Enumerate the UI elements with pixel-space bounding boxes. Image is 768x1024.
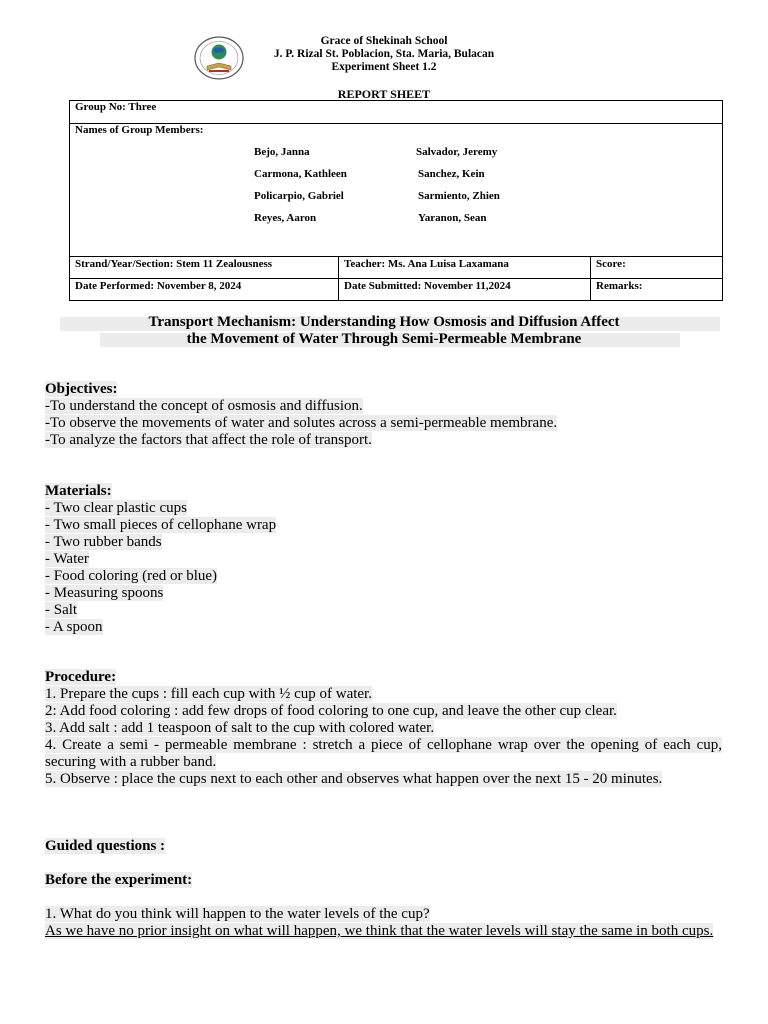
date-performed: Date Performed: November 8, 2024	[75, 280, 242, 292]
member-name: Salvador, Jeremy	[416, 146, 498, 158]
procedure-section	[45, 669, 722, 788]
material-item: - Two small pieces of cellophane wrap	[45, 517, 277, 533]
school-header	[0, 35, 768, 74]
before-experiment-section	[45, 872, 722, 889]
procedure-step: 4. Create a semi - permeable membrane : stretch a piece of cellophane wrap over the opening of each cup, securing with a rubber band.	[45, 737, 722, 770]
report-title: REPORT SHEET	[337, 87, 431, 101]
material-item: - Salt	[45, 602, 78, 618]
procedure-heading: Procedure:	[45, 669, 117, 685]
guided-questions-section	[45, 838, 722, 855]
materials-heading: Materials:	[45, 483, 112, 499]
material-item: - Food coloring (red or blue)	[45, 568, 218, 584]
procedure-step: 2: Add food coloring : add few drops of food coloring to one cup, and leave the other cup clear.	[45, 703, 617, 719]
topic-line-2: the Movement of Water Through Semi-Permeable Membrane	[186, 331, 582, 347]
member-name: Bejo, Janna	[254, 146, 310, 158]
procedure-step: 1. Prepare the cups : fill each cup with ½ cup of water.	[45, 686, 372, 702]
material-item: - Water	[45, 551, 89, 567]
strand-section: Strand/Year/Section: Stem 11 Zealousness	[75, 258, 273, 270]
strand-teacher-row	[70, 256, 722, 279]
teacher: Teacher: Ms. Ana Luisa Laxamana	[338, 257, 590, 278]
experiment-topic-title	[0, 314, 768, 348]
school-address: J. P. Rizal St. Poblacion, Sta. Maria, Bulacan	[273, 48, 495, 60]
question-block	[45, 906, 722, 940]
score-label: Score:	[590, 257, 724, 278]
dates-row	[70, 279, 722, 301]
group-row	[70, 101, 722, 124]
answer-1: As we have no prior insight on what will happen, we think that the water levels will stay the same in both cups.	[45, 923, 714, 939]
procedure-step: 5. Observe : place the cups next to each other and observes what happen over the next 15 - 20 minutes.	[45, 771, 663, 787]
names-label: Names of Group Members:	[75, 124, 204, 136]
guided-questions-heading: Guided questions :	[45, 838, 166, 854]
objective-item: -To understand the concept of osmosis and diffusion.	[45, 398, 363, 414]
experiment-sheet-label: Experiment Sheet 1.2	[331, 61, 437, 73]
school-name: Grace of Shekinah School	[320, 35, 448, 47]
objective-item: -To observe the movements of water and solutes across a semi-permeable membrane.	[45, 415, 558, 431]
member-name: Sanchez, Kein	[418, 168, 485, 180]
objectives-heading: Objectives:	[45, 381, 118, 397]
group-info-table	[69, 100, 723, 301]
member-name: Reyes, Aaron	[254, 212, 317, 224]
question-1: 1. What do you think will happen to the water levels of the cup?	[45, 906, 430, 922]
procedure-step: 3. Add salt : add 1 teaspoon of salt to the cup with colored water.	[45, 720, 435, 736]
material-item: - Measuring spoons	[45, 585, 164, 601]
member-name: Carmona, Kathleen	[254, 168, 347, 180]
objective-item: -To analyze the factors that affect the role of transport.	[45, 432, 372, 448]
objectives-section	[45, 381, 722, 449]
material-item: - Two rubber bands	[45, 534, 162, 550]
member-name: Policarpio, Gabriel	[254, 190, 344, 202]
topic-line-1: Transport Mechanism: Understanding How Osmosis and Diffusion Affect	[148, 314, 620, 330]
group-number: Group No: Three	[75, 101, 157, 113]
materials-section	[45, 483, 722, 636]
material-item: - A spoon	[45, 619, 103, 635]
remarks-label: Remarks:	[590, 279, 724, 301]
member-name: Yaranon, Sean	[418, 212, 487, 224]
material-item: - Two clear plastic cups	[45, 500, 187, 516]
before-experiment-heading: Before the experiment:	[45, 872, 193, 888]
member-name: Sarmiento, Zhien	[418, 190, 500, 202]
date-submitted: Date Submitted: November 11,2024	[338, 279, 590, 301]
